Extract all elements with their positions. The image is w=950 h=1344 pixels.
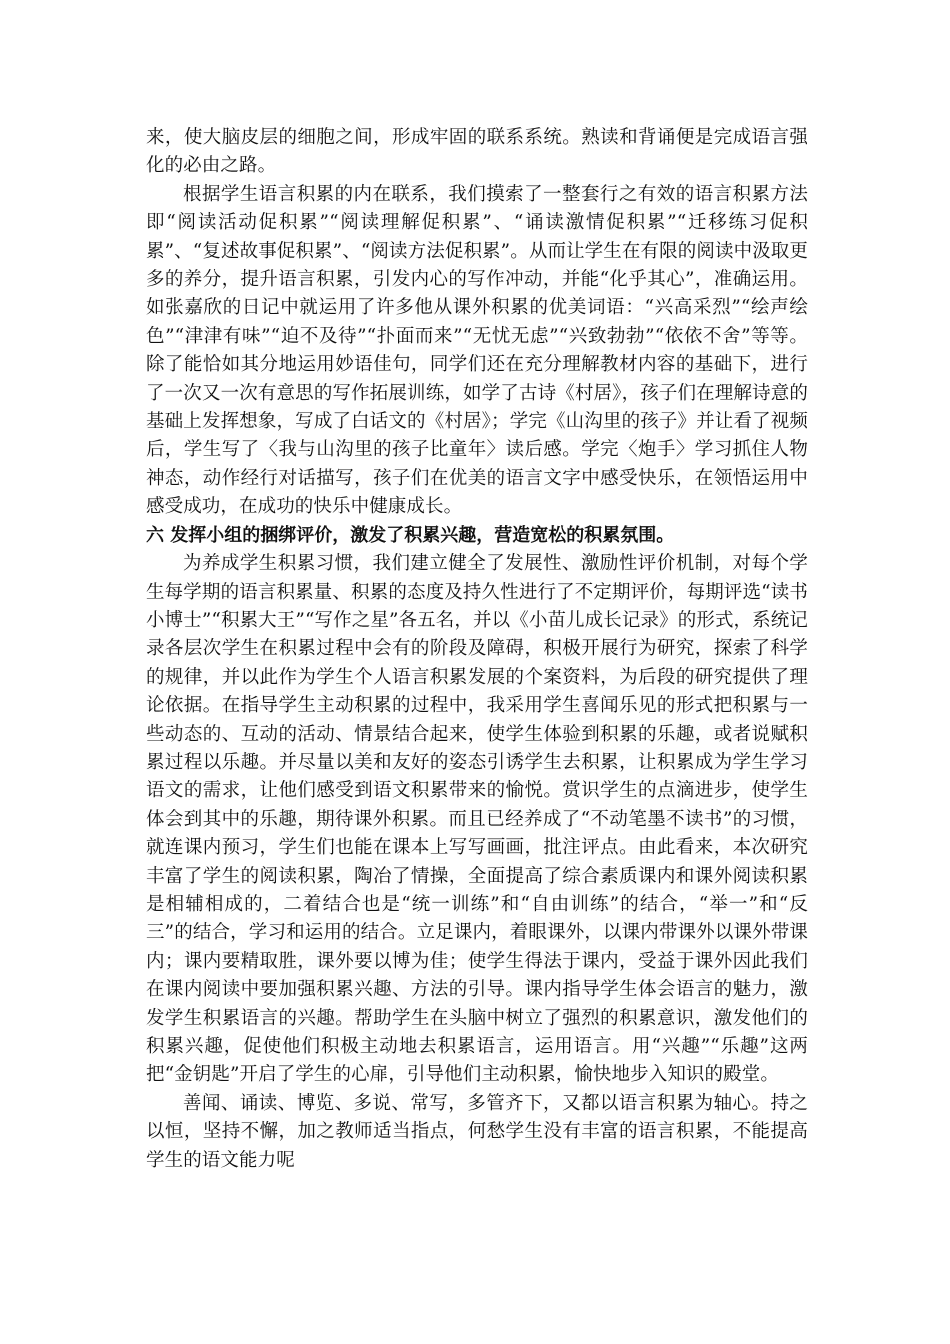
paragraph-conclusion: 善闻、诵读、博览、多说、常写，多管齐下，又都以语言积累为轴心。持之以恒，坚持不懈，加之教师适当指点，何愁学生没有丰富的语言积累，不能提高学生的语文能力呢: [146, 1092, 808, 1171]
paragraph-continued: 来，使大脑皮层的细胞之间，形成牢固的联系系统。熟读和背诵便是完成语言强化的必由之路。: [146, 127, 808, 177]
document-page: [146, 124, 808, 1175]
section-heading-six: 六 发挥小组的捆绑评价，激发了积累兴趣，营造宽松的积累氛围。: [146, 524, 675, 546]
paragraph-methods: 根据学生语言积累的内在联系，我们摸索了一整套行之有效的语言积累方法即“阅读活动促积累”“阅读理解促积累”、“诵读激情促积累”“迁移练习促积累”、“复述故事促积累”、“阅读方法促积累”。从而让学生在有限的阅读中汲取更多的养分，提升语言积累，引发内心的写作冲动，并能“化乎其心”，准确运用。如张嘉欣的日记中就运用了许多他从课外积累的优美词语：“兴高采烈”“绘声绘色”“津津有味”“迫不及待”“扑面而来”“无忧无虑”“兴致勃勃”“依依不舍”等等。除了能恰如其分地运用妙语佳句，同学们还在充分理解教材内容的基础下，进行了一次又一次有意思的写作拓展训练，如学了古诗《村居》，孩子们在理解诗意的基础上发挥想象，写成了白话文的《村居》；学完《山沟里的孩子》并让看了视频后，学生写了〈我与山沟里的孩子比童年〉读后感。学完〈炮手〉学习抓住人物神态，动作经行对话描写，孩子们在优美的语言文字中感受快乐，在领悟运用中感受成功，在成功的快乐中健康成长。: [146, 183, 808, 518]
paragraph-evaluation: 为养成学生积累习惯，我们建立健全了发展性、激励性评价机制，对每个学生每学期的语言积累量、积累的态度及持久性进行了不定期评价，每期评选“读书小博士”“积累大王”“写作之星”各五名，并以《小苗儿成长记录》的形式，系统记录各层次学生在积累过程中会有的阶段及障碍，积极开展行为研究，探索了科学的规律，并以此作为学生个人语言积累发展的个案资料，为后段的研究提供了理论依据。在指导学生主动积累的过程中，我采用学生喜闻乐见的形式把积累与一些动态的、互动的活动、情景结合起来，使学生体验到积累的乐趣，或者说赋积累过程以乐趣。并尽量以美和友好的姿态引诱学生去积累，让积累成为学生学习语文的需求，让他们感受到语文积累带来的愉悦。赏识学生的点滴进步，使学生体会到其中的乐趣，期待课外积累。而且已经养成了“不动笔墨不读书”的习惯，就连课内预习，学生们也能在课本上写写画画，批注评点。由此看来，本次研究丰富了学生的阅读积累，陶冶了情操，全面提高了综合素质课内和课外阅读积累是相辅相成的，二着结合也是“统一训练”和“自由训练”的结合，“举一”和“反三”的结合，学习和运用的结合。立足课内，着眼课外，以课内带课外以课外带课内；课内要精取胜，课外要以博为佳；使学生得法于课内，受益于课外因此我们在课内阅读中要加强积累兴趣、方法的引导。课内指导学生体会语言的魅力，激发学生积累语言的兴趣。帮助学生在头脑中树立了强烈的积累意识，激发他们的积累兴趣，促使他们积极主动地去积累语言，运用语言。用“兴趣”“乐趣”这两把“金钥匙”开启了学生的心扉，引导他们主动积累，愉快地步入知识的殿堂。: [146, 553, 808, 1086]
